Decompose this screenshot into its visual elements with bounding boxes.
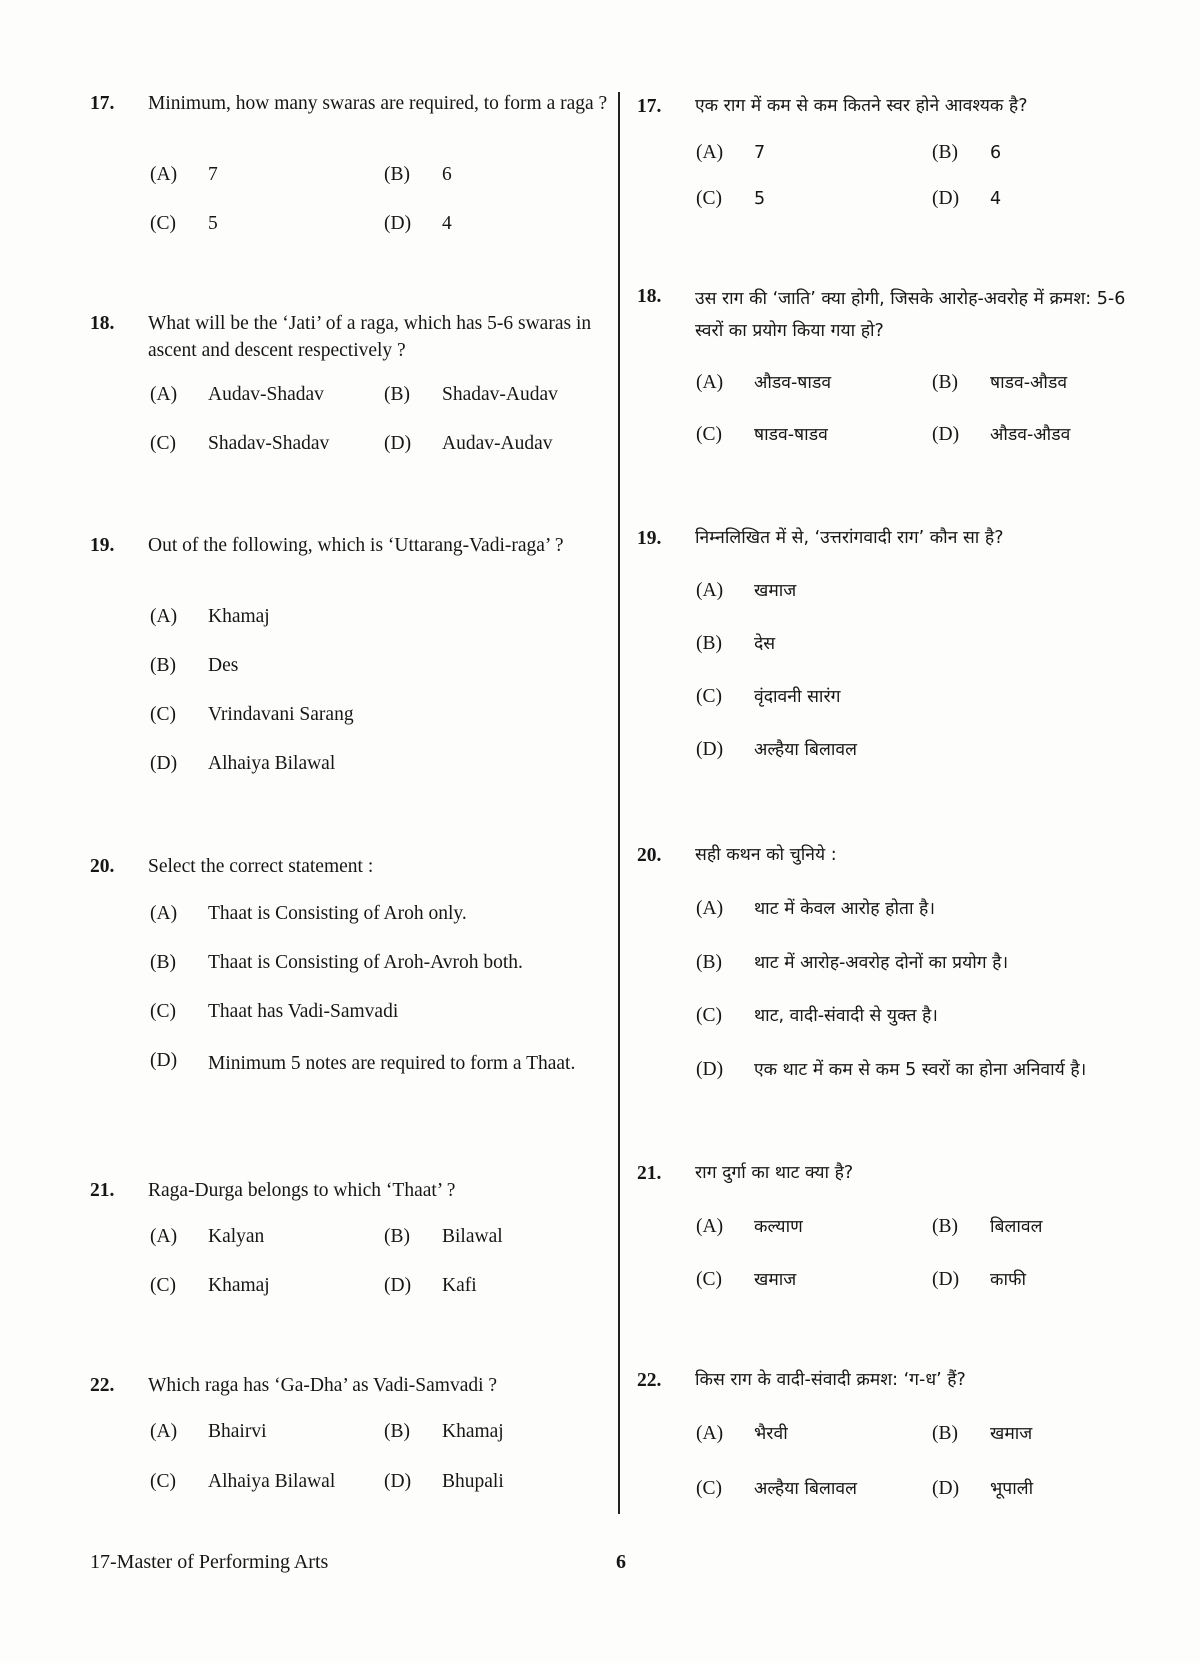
option: (A) Audav-Shadav (150, 384, 324, 405)
option: (B) Shadav-Audav (384, 384, 558, 405)
question-number: 17. (90, 93, 115, 114)
question-text: Select the correct statement : (148, 856, 374, 877)
question-number: 17. (637, 96, 662, 117)
question-number: 22. (637, 1370, 662, 1391)
question-number: 18. (90, 313, 115, 334)
option: (C) खमाज (696, 1269, 797, 1290)
option: (B) देस (696, 633, 776, 654)
question-text: What will be the ‘Jati’ of a raga, which has 5-6 swaras in ascent and descent respectively ? (148, 313, 592, 361)
question-text: राग दुर्गा का थाट क्या है? (695, 1163, 854, 1183)
question-number: 21. (90, 1180, 115, 1201)
page-number: 6 (616, 1551, 626, 1573)
question-text: सही कथन को चुनिये : (695, 845, 837, 865)
question-number: 20. (637, 845, 662, 866)
question-text: निम्नलिखित में से, ‘उत्तरांगवादी राग’ कौन सा है? (695, 528, 1004, 548)
option: (C) 5 (150, 213, 218, 234)
option: (C) वृंदावनी सारंग (696, 686, 841, 707)
option: (A) भैरवी (696, 1423, 788, 1444)
option: (D) औडव-औडव (932, 424, 1071, 445)
option: (C) Vrindavani Sarang (150, 704, 354, 725)
question-number: 18. (637, 286, 662, 307)
option: (B) 6 (932, 142, 1002, 163)
question-text: Minimum, how many swaras are required, to form a raga ? (148, 93, 608, 114)
option: (A) खमाज (696, 580, 797, 601)
option: (A) कल्याण (696, 1216, 803, 1237)
question-text: Raga-Durga belongs to which ‘Thaat’ ? (148, 1180, 456, 1201)
question-text: Which raga has ‘Ga-Dha’ as Vadi-Samvadi ? (148, 1375, 498, 1396)
footer-course: 17-Master of Performing Arts (90, 1551, 329, 1573)
question-number: 19. (90, 535, 115, 556)
option: (D) काफी (932, 1269, 1026, 1290)
option: (C) थाट, वादी-संवादी से युक्त है। (696, 1005, 938, 1026)
question-text: Out of the following, which is ‘Uttarang-Vadi-raga’ ? (148, 535, 564, 556)
option: (B) षाडव-औडव (932, 372, 1068, 393)
option: (B) Bilawal (384, 1226, 503, 1247)
question-number: 22. (90, 1375, 115, 1396)
option: (D) एक थाट में कम से कम 5 स्वरों का होना अनिवार्य है। (696, 1059, 1087, 1080)
option: (D) Bhupali (384, 1471, 504, 1492)
question-text: किस राग के वादी-संवादी क्रमश: ‘ग-ध’ हैं? (695, 1370, 966, 1390)
option: (C) Shadav-Shadav (150, 433, 330, 454)
option: (A) औडव-षाडव (696, 372, 832, 393)
option: (D) 4 (384, 213, 452, 234)
question-number: 20. (90, 856, 115, 877)
option: (A) थाट में केवल आरोह होता है। (696, 898, 935, 919)
option: (D) 4 (932, 188, 1002, 209)
option: (A) 7 (150, 164, 218, 185)
option: (C) अल्हैया बिलावल (696, 1478, 857, 1499)
option: (C) Thaat has Vadi-Samvadi (150, 1001, 399, 1022)
option: (B) Khamaj (384, 1421, 504, 1442)
option: (D) Audav-Audav (384, 433, 553, 454)
option: (B) Des (150, 655, 239, 676)
option: (B) बिलावल (932, 1216, 1043, 1237)
option: (C) षाडव-षाडव (696, 424, 828, 445)
question-text: एक राग में कम से कम कितने स्वर होने आवश्यक है? (695, 96, 1028, 116)
question-text: उस राग की ‘जाति’ क्या होगी, जिसके आरोह-अवरोह में क्रमश: 5-6 स्वरों का प्रयोग किया गया हो? (695, 289, 1126, 341)
option: (B) थाट में आरोह-अवरोह दोनों का प्रयोग है। (696, 952, 1009, 973)
option: (A) Bhairvi (150, 1421, 267, 1442)
question-number: 19. (637, 528, 662, 549)
option: (A) 7 (696, 142, 766, 163)
option: (D) Kafi (384, 1275, 477, 1296)
option: (D) Minimum 5 notes are required to form a Thaat. (150, 1050, 576, 1074)
option: (A) Kalyan (150, 1226, 265, 1247)
option: (B) Thaat is Consisting of Aroh-Avroh both. (150, 952, 523, 973)
option: (D) भूपाली (932, 1478, 1034, 1499)
option: (D) Alhaiya Bilawal (150, 753, 336, 774)
column-divider (618, 92, 620, 1514)
option: (C) 5 (696, 188, 766, 209)
option: (C) Alhaiya Bilawal (150, 1471, 336, 1492)
option: (C) Khamaj (150, 1275, 270, 1296)
question-number: 21. (637, 1163, 662, 1184)
option: (B) खमाज (932, 1423, 1033, 1444)
option: (A) Thaat is Consisting of Aroh only. (150, 903, 467, 924)
option: (A) Khamaj (150, 606, 270, 627)
option: (D) अल्हैया बिलावल (696, 739, 857, 760)
option: (B) 6 (384, 164, 452, 185)
